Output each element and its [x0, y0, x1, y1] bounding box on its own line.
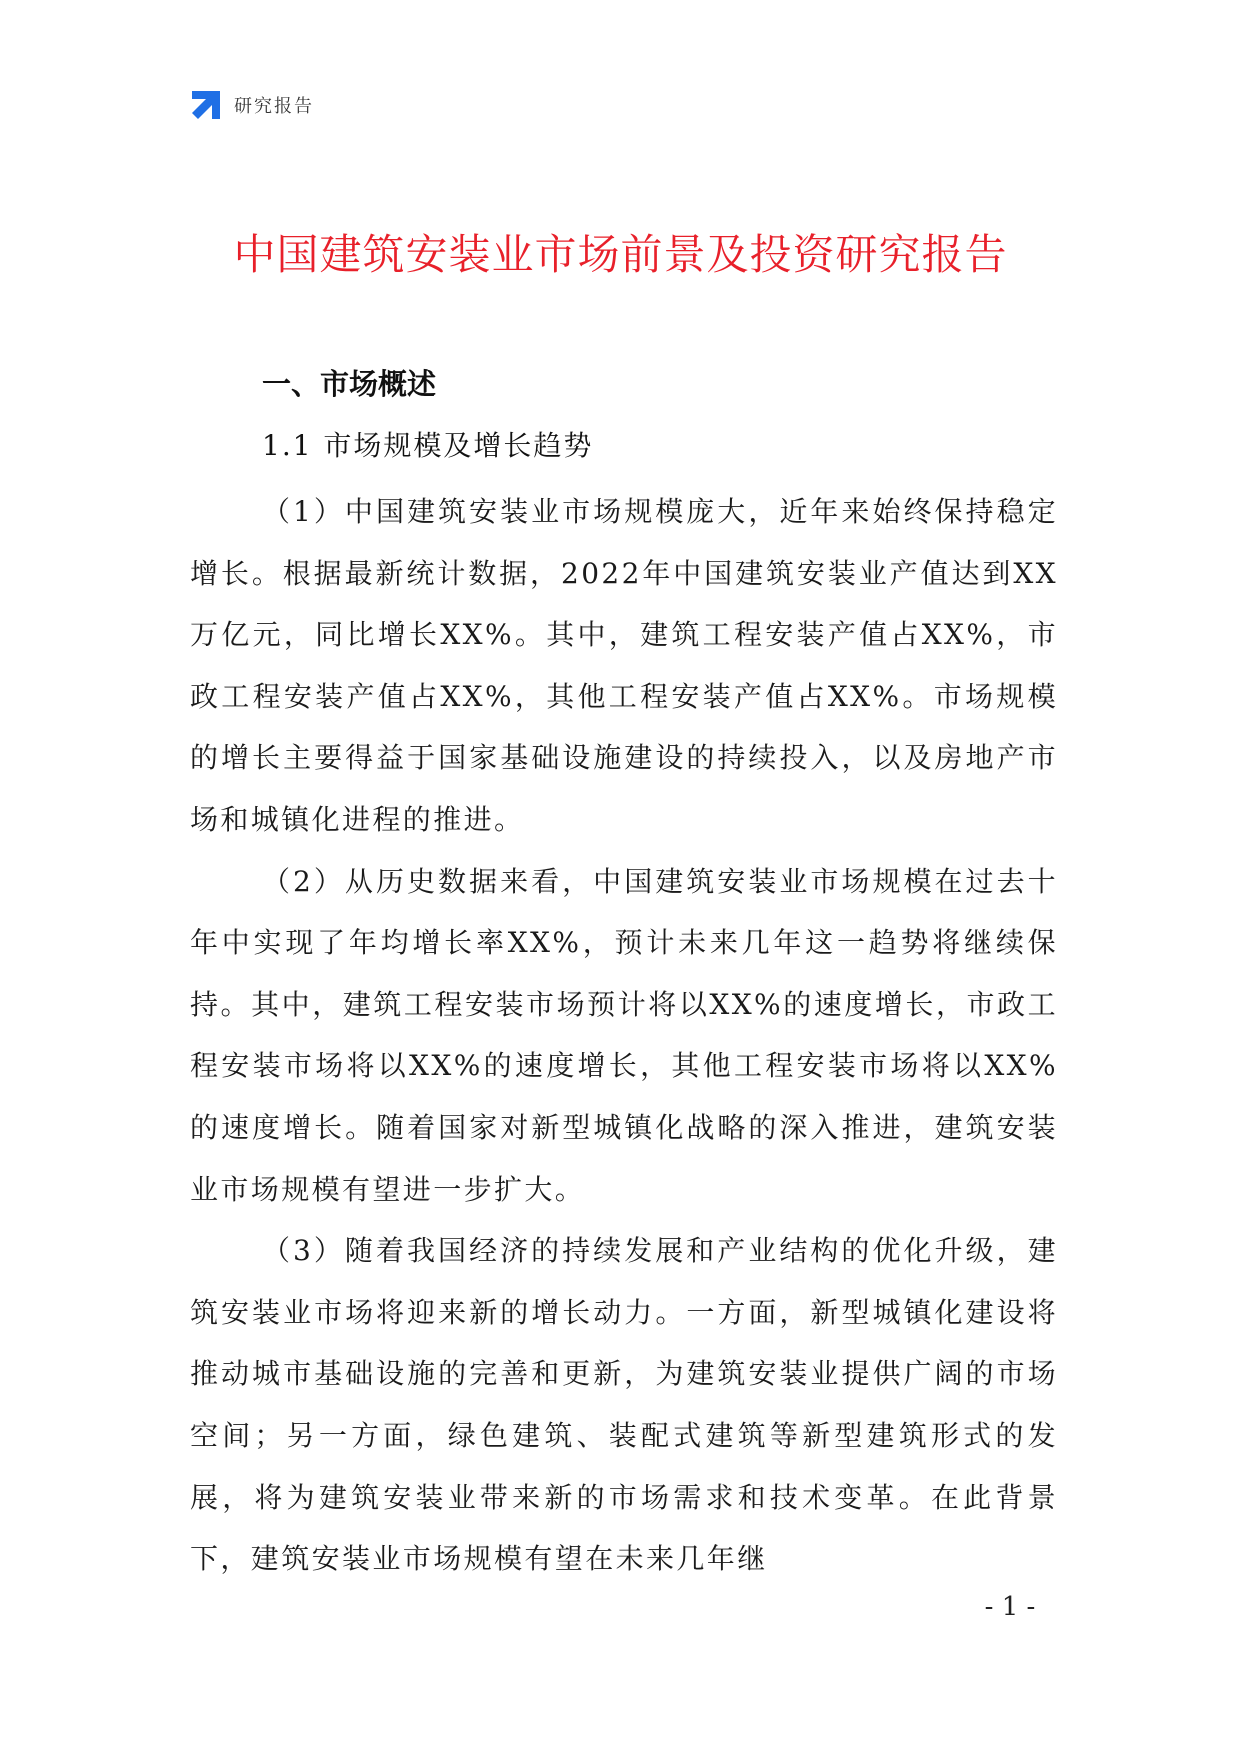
page-header — [190, 88, 314, 122]
subsection-heading: 1.1 市场规模及增长趋势 — [262, 429, 594, 462]
body-text — [190, 481, 1058, 1590]
header-label: 研究报告 — [234, 96, 314, 117]
paragraph: （2）从历史数据来看，中国建筑安装业市场规模在过去十年中实现了年均增长率XX%，预计未来几年这一趋势将继续保持。其中，建筑工程安装市场预计将以XX%的速度增长，市政工程安装市场将以XX%的速度增长，其他工程安装市场将以XX%的速度增长。随着国家对新型城镇化战略的深入推进，建筑安装业市场规模有望进一步扩大。 — [190, 864, 1058, 1206]
section-heading: 一、市场概述 — [262, 367, 437, 401]
paragraph: （3）随着我国经济的持续发展和产业结构的优化升级，建筑安装业市场将迎来新的增长动力。一方面，新型城镇化建设将推动城市基础设施的完善和更新，为建筑安装业提供广阔的市场空间；另一方面，绿色建筑、装配式建筑等新型建筑形式的发展，将为建筑安装业带来新的市场需求和技术变革。在此背景下，建筑安装业市场规模有望在未来几年继 — [190, 1234, 1058, 1576]
report-title: 中国建筑安装业市场前景及投资研究报告 — [233, 230, 1008, 279]
paragraph: （1）中国建筑安装业市场规模庞大，近年来始终保持稳定增长。根据最新统计数据，2022年中国建筑安装业产值达到XX万亿元，同比增长XX%。其中，建筑工程安装产值占XX%，市政工程安装产值占XX%，其他工程安装产值占XX%。市场规模的增长主要得益于国家基础设施建设的持续投入，以及房地产市场和城镇化进程的推进。 — [190, 495, 1058, 836]
page-number: - 1 - — [984, 1592, 1036, 1622]
arrow-up-right-logo-icon — [190, 89, 222, 121]
